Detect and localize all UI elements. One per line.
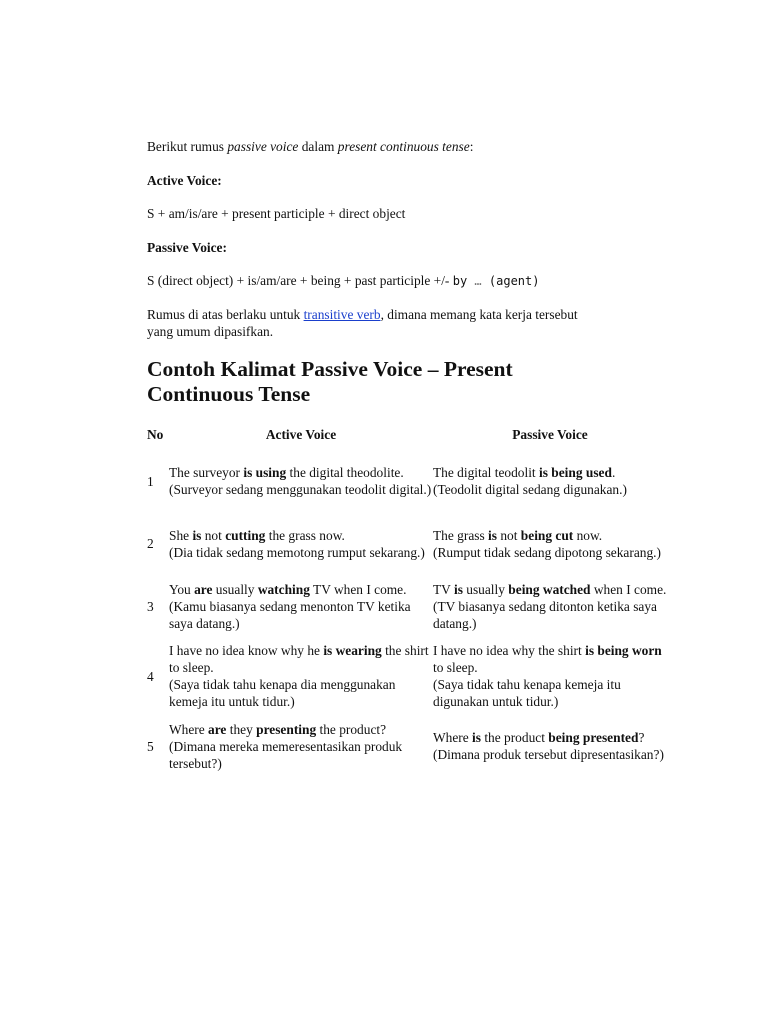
passive-text: usually [462, 581, 509, 597]
passive-text: TV [433, 581, 454, 597]
row-number: 2 [147, 536, 154, 551]
column-header-no: No [147, 427, 164, 442]
active-text: not [201, 527, 226, 543]
active-verb-phrase: are [208, 721, 227, 737]
active-text: they [226, 721, 257, 737]
active-verb-phrase: is using [243, 465, 287, 480]
intro-paragraph [147, 138, 473, 155]
active-verb-phrase: presenting [256, 721, 317, 737]
active-verb-phrase: watching [257, 581, 310, 597]
passive-verb-phrase: being cut [520, 527, 574, 543]
passive-text: the product [480, 730, 549, 745]
passive-verb-phrase: being watched [508, 581, 591, 597]
active-verb-phrase: is wearing [323, 643, 382, 658]
active-text: TV when I come. [309, 581, 407, 597]
column-header-passive: Passive Voice [512, 427, 588, 442]
active-translation: (Kamu biasanya sedang menonton TV ketika saya datang.) [169, 598, 411, 631]
active-voice-formula: S + am/is/are + present participle + direct object [147, 206, 406, 221]
passive-text: . [611, 465, 616, 480]
active-text: You [169, 581, 195, 597]
row-number: 1 [147, 473, 154, 489]
transitive-verb-link[interactable]: transitive verb [303, 307, 381, 322]
passive-text: ? [638, 730, 645, 745]
note-prefix: Rumus di atas berlaku untuk [147, 307, 304, 322]
row-number: 3 [147, 598, 154, 614]
passive-voice-cell [433, 571, 667, 641]
active-voice-cell [169, 446, 433, 516]
active-voice-cell [169, 571, 433, 641]
note-suffix: , dimana memang kata kerja tersebut yang umum dipasifkan. [147, 307, 578, 339]
passive-text: now. [573, 527, 603, 543]
intro-term-present-continuous: present continuous tense [337, 139, 470, 154]
active-translation: (Surveyor sedang menggunakan teodolit digital.) [169, 482, 432, 497]
active-text: She [169, 527, 193, 543]
examples-table [147, 426, 667, 781]
column-header-active: Active Voice [265, 427, 337, 442]
passive-voice-cell [433, 711, 667, 781]
active-text: the product? [316, 721, 387, 737]
table-row [147, 711, 667, 781]
passive-translation: (TV biasanya sedang ditonton ketika saya datang.) [433, 598, 657, 631]
passive-verb-phrase: is [472, 730, 481, 745]
intro-prefix: Berikut rumus [147, 139, 228, 154]
passive-voice-cell [433, 446, 667, 516]
passive-text: The grass [433, 527, 489, 543]
passive-voice-cell [433, 641, 667, 711]
passive-text: not [496, 527, 521, 543]
intro-suffix: : [469, 139, 474, 154]
passive-verb-phrase: is being used [539, 465, 612, 480]
active-text: the digital theodolite. [286, 465, 404, 480]
active-verb-phrase: are [194, 581, 213, 597]
active-voice-cell [169, 516, 433, 571]
active-translation: (Dimana mereka memeresentasikan produk tersebut?) [169, 738, 403, 771]
passive-formula-agent: (agent) [488, 274, 540, 288]
passive-verb-phrase: being presented [548, 730, 639, 745]
active-translation: (Dia tidak sedang memotong rumput sekarang.) [169, 544, 425, 560]
passive-verb-phrase: is [453, 581, 463, 597]
active-translation: (Saya tidak tahu kenapa dia menggunakan kemeja itu untuk tidur.) [169, 677, 396, 709]
active-verb-phrase: is [192, 527, 202, 543]
passive-text: The digital teodolit [433, 465, 539, 480]
passive-verb-phrase: is [488, 527, 497, 543]
table-body [147, 446, 667, 781]
table-row [147, 516, 667, 571]
passive-text: Where [433, 730, 473, 745]
passive-formula-dots: … [467, 274, 489, 288]
active-text: the grass now. [265, 527, 345, 543]
active-voice-cell [169, 641, 433, 711]
passive-text: to sleep. [433, 660, 478, 675]
row-number: 5 [147, 738, 154, 754]
passive-translation: (Teodolit digital sedang digunakan.) [433, 482, 627, 497]
active-text: Where [169, 721, 209, 737]
section-title: Contoh Kalimat Passive Voice – Present Continuous Tense [147, 357, 513, 406]
passive-voice-formula [147, 272, 539, 290]
active-verb-phrase: cutting [225, 527, 266, 543]
passive-formula-prefix: S (direct object) + is/am/are + being + past participle +/- [147, 273, 453, 288]
active-text: The surveyor [169, 465, 244, 480]
passive-formula-by: by [452, 274, 468, 288]
passive-text: when I come. [590, 581, 667, 597]
note-paragraph [147, 306, 597, 340]
intro-middle: dalam [298, 139, 338, 154]
active-text: usually [212, 581, 258, 597]
active-voice-heading: Active Voice: [147, 173, 222, 188]
passive-voice-heading: Passive Voice: [147, 240, 227, 255]
table-row [147, 446, 667, 516]
passive-translation: (Rumput tidak sedang dipotong sekarang.) [433, 544, 661, 560]
passive-voice-cell [433, 516, 667, 571]
active-text: I have no idea know why he [169, 643, 324, 658]
passive-translation: (Dimana produk tersebut dipresentasikan?) [433, 747, 664, 762]
row-number: 4 [147, 668, 154, 684]
active-text: the shirt to sleep. [169, 643, 429, 675]
table-row [147, 641, 667, 711]
table-row [147, 571, 667, 641]
passive-verb-phrase: is being worn [585, 643, 662, 658]
intro-term-passive-voice: passive voice [227, 139, 299, 154]
passive-translation: (Saya tidak tahu kenapa kemeja itu digunakan untuk tidur.) [433, 677, 621, 709]
table-header-row [147, 426, 667, 446]
active-voice-cell [169, 711, 433, 781]
passive-text: I have no idea why the shirt [433, 643, 586, 658]
